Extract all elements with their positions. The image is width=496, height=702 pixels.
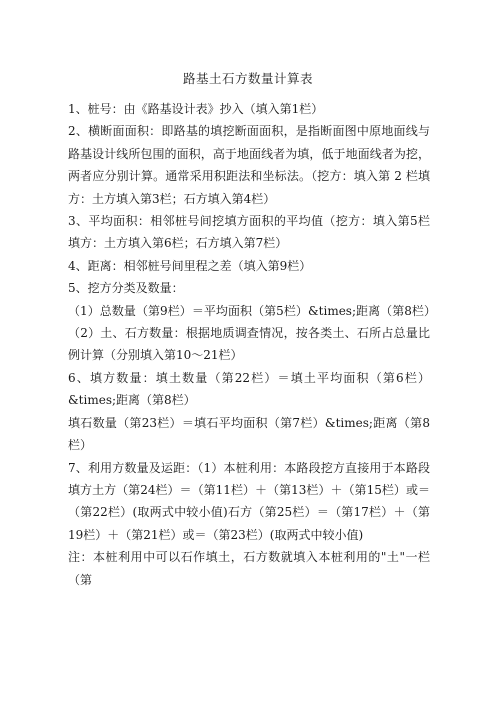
- paragraph-utilization: 7、利用方数量及运距：（1）本桩利用：本路段挖方直接用于本路段填方土方（第24栏）＝（第11栏）＋（第13栏）＋（第15栏）或＝（第22栏）(取两式中较小值)石方（第25栏）＝（第17栏）＋（第19栏）＋（第21栏）或＝（第23栏）(取两式中较小值): [68, 460, 430, 542]
- paragraph-distance: 4、距离：相邻桩号间里程之差（填入第9栏）: [68, 258, 312, 273]
- paragraph-cross-section-area: 2、横断面面积：即路基的填挖断面面积，是指断面图中原地面线与路基设计线所包围的面积，高于地面线者为填，低于地面线者为挖，两者应分别计算。通常采用积距法和坐标法。（挖方：填入第 2 栏填方：土方填入第3栏；石方填入第4栏）: [68, 124, 430, 206]
- paragraph-fill-quantity-soil: 6、填方数量：填土数量（第22栏）＝填土平均面积（第6栏）&times;距离（第8栏）: [68, 370, 430, 408]
- paragraph-excavation-heading: 5、挖方分类及数量：: [68, 281, 184, 296]
- document-title: 路基土石方数量计算表: [182, 71, 313, 86]
- paragraph-fill-quantity-stone: 填石数量（第23栏）＝填石平均面积（第7栏）&times;距离（第8栏）: [68, 415, 430, 453]
- paragraph-stake-number: 1、桩号：由《路基设计表》抄入（填入第1栏）: [68, 102, 324, 116]
- paragraph-note: 注：本桩利用中可以石作填土，石方数就填入本桩利用的"土"一栏（第: [68, 550, 430, 587]
- document-body: [68, 98, 430, 591]
- paragraph-average-area: 3、平均面积：相邻桩号间挖填方面积的平均值（挖方：填入第5栏填方：土方填入第6栏；石方填入第7栏）: [68, 214, 430, 251]
- paragraph-excavation-quantities: （1）总数量（第9栏）＝平均面积（第5栏）&times;距离（第8栏）（2）土、石方数量：根据地质调查情况，按各类土、石所占总量比例计算（分别填入第10～21栏）: [68, 303, 430, 363]
